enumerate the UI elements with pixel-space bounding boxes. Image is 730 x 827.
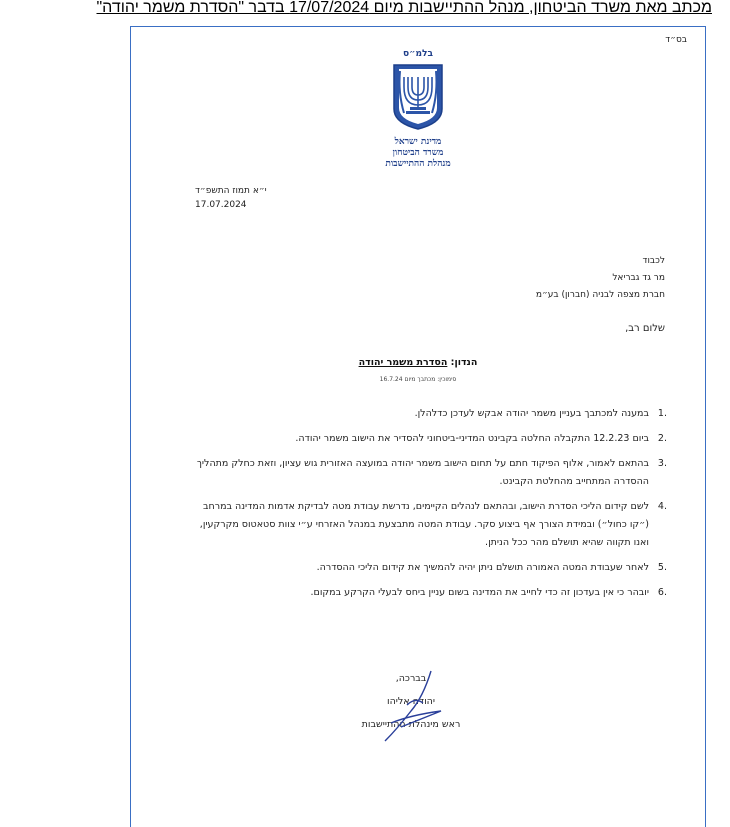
- closing: בברכה,: [395, 673, 427, 684]
- handwritten-signature-icon: [371, 667, 461, 747]
- item-text: לאחר שעבודת המטה האמורה תושלם ניתן יהיה להמשיך את קידום הליכי ההסדרה.: [316, 562, 649, 573]
- item-number: .6: [657, 587, 667, 598]
- subject-prefix: הנדון:: [450, 357, 478, 368]
- document-caption: מכתב מאת משרד הביטחון, מנהל ההתיישבות מיום 17/07/2024 בדבר "הסדרת משמר יהודה": [96, 0, 712, 16]
- org-line-state: מדינת ישראל: [394, 137, 442, 147]
- date-block: [195, 184, 267, 212]
- list-item: [187, 498, 667, 552]
- reference-line: סימוכין: מכתבך מיום 16.7.24: [379, 376, 457, 383]
- greeting: שלום רב,: [625, 323, 665, 334]
- subject-line: [131, 357, 705, 368]
- item-number: .1: [657, 408, 667, 419]
- item-text: יובהר כי אין בעדכון זה כדי לחייב את המדינה בשום עניין ביחס לבעלי הקרקע במקום.: [310, 587, 649, 598]
- item-text: ביום 12.2.23 התקבלה החלטה בקבינט המדיני-ביטחוני להסדיר את הישוב משמר יהודה.: [295, 433, 649, 444]
- gregorian-date: 17.07.2024: [195, 200, 247, 210]
- list-item: [187, 559, 667, 577]
- list-item: [187, 455, 667, 491]
- classification-label: בלמ״ס: [403, 49, 433, 59]
- bsd-mark: בס״ד: [665, 35, 687, 45]
- item-number: .4: [657, 501, 667, 512]
- signer-name: יהודה אליהו: [386, 696, 435, 707]
- item-text: במענה למכתבך בעניין משמר יהודה אבקש לעדכן כדלהלן.: [414, 408, 649, 419]
- list-item: [187, 405, 667, 423]
- hebrew-date: י״א תמוז התשפ״ד: [195, 186, 267, 196]
- addressee-block: [536, 253, 665, 304]
- signer-title: ראש מינהלת ההתיישבות: [361, 719, 461, 730]
- letterhead: [131, 49, 705, 170]
- addressee-company: חברת מצפה לבניה (חברון) בע״מ: [535, 290, 665, 300]
- subject-text: הסדרת משמר יהודה: [358, 357, 448, 368]
- list-item: [187, 584, 667, 602]
- item-number: .2: [657, 433, 667, 444]
- item-number: .5: [657, 562, 667, 573]
- item-number: .3: [657, 458, 667, 469]
- letter-items: [187, 405, 667, 609]
- list-item: [187, 430, 667, 448]
- letter-page: [130, 26, 706, 827]
- state-emblem-icon: [390, 63, 446, 131]
- item-text: לשם קידום הליכי הסדרת הישוב, ובהתאם לנהלים הקיימים, נדרשת עבודת מטה לבדיקת אדמות המדינה במרחב (״קו כחול״) ובמידת הצורך אף ביצוע סקר. עבודת המטה מתבצעת במנהל האזרחי ע״י צוות סטאטוס מקרקעין, ואנו תקווה שהיא תושלם מהר ככל הניתן.: [199, 501, 649, 548]
- org-line-ministry: משרד הביטחון: [392, 148, 444, 158]
- addressee-name: מר גד גבריאל: [612, 273, 665, 283]
- item-text: בהתאם לאמור, אלוף הפיקוד חתם על תחום הישוב משמר יהודה במועצה האזורית גוש עציון, וזאת כחלק מתהליך ההסדרה המתחייב מהחלטת הקבינט.: [196, 458, 649, 487]
- org-line-directorate: מנהלת ההתיישבות: [385, 159, 451, 169]
- addressee-honorific: לכבוד: [642, 256, 665, 266]
